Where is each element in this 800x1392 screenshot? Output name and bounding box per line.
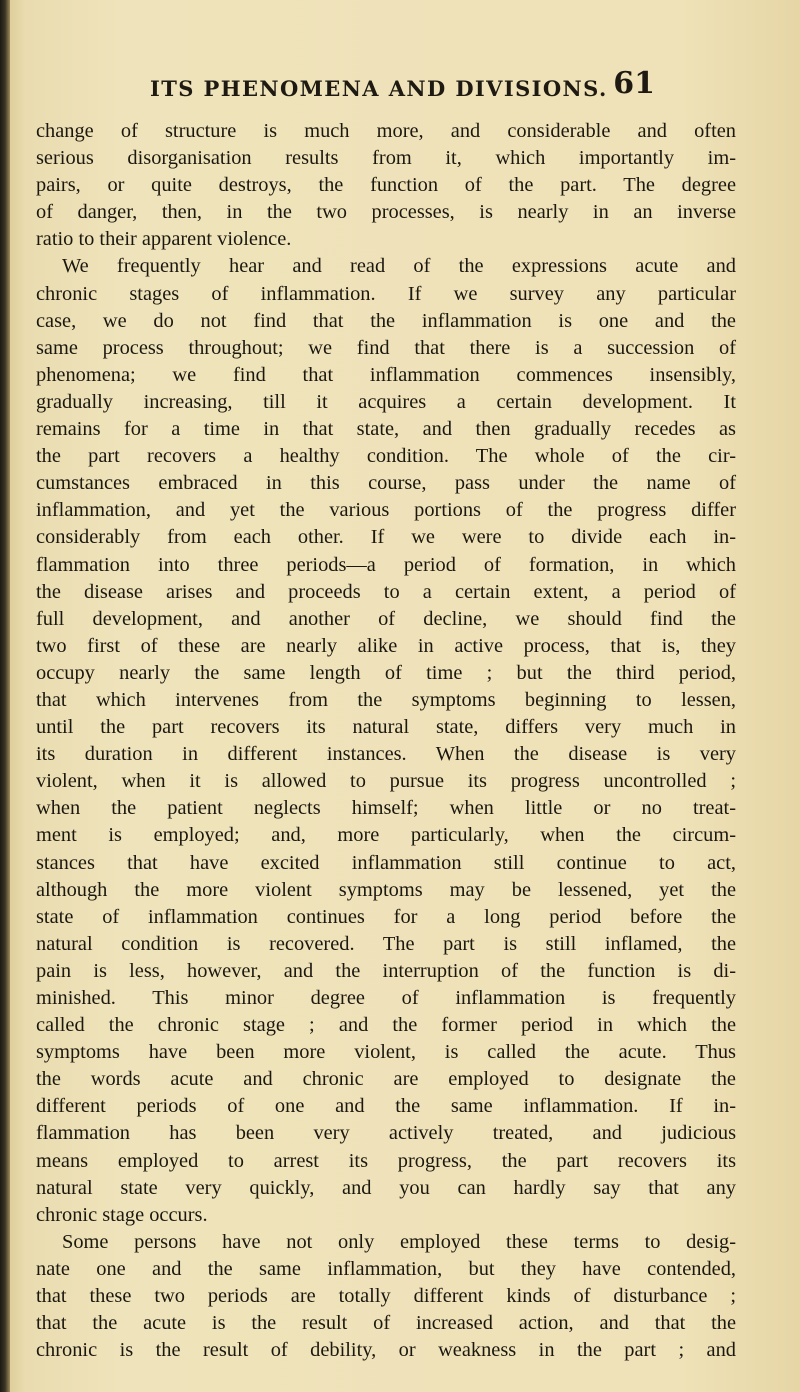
text-line: until the part recovers its natural state, differs very much in: [36, 716, 736, 739]
text-line: change of structure is much more, and considerable and often: [36, 120, 736, 142]
text-line: considerably from each other. If we were to divide each in-: [36, 526, 736, 549]
text-line: minished. This minor degree of inflammation is frequently: [36, 987, 736, 1009]
text-line: full development, and another of decline, we should find the: [36, 607, 736, 630]
text-line: chronic stage occurs.: [36, 1203, 208, 1226]
text-line: We frequently hear and read of the expressions acute and: [62, 255, 736, 278]
text-line: inflammation, and yet the various portions of the progress differ: [36, 499, 736, 522]
text-line: that the acute is the result of increased action, and that the: [36, 1312, 736, 1335]
text-line: its duration in different instances. When the disease is very: [36, 743, 736, 766]
text-line: means employed to arrest its progress, the part recovers its: [36, 1149, 736, 1172]
text-line: natural condition is recovered. The part is still inflamed, the: [36, 932, 736, 955]
text-line: that which intervenes from the symptoms beginning to lessen,: [36, 688, 736, 711]
text-line: the part recovers a healthy condition. The whole of the cir-: [36, 445, 736, 468]
text-line: nate one and the same inflammation, but they have contended,: [36, 1257, 736, 1280]
text-line: two first of these are nearly alike in active process, that is, they: [36, 634, 736, 657]
text-line: state of inflammation continues for a long period before the: [36, 905, 736, 928]
text-line: ment is employed; and, more particularly, when the circum-: [36, 824, 736, 847]
text-line: phenomena; we find that inflammation commences insensibly,: [36, 363, 736, 386]
text-line: natural state very quickly, and you can hardly say that any: [36, 1176, 736, 1199]
text-line: occupy nearly the same length of time ; but the third period,: [36, 661, 736, 684]
text-line: symptoms have been more violent, is called the acute. Thus: [36, 1041, 736, 1064]
page-binding-edge: [0, 0, 10, 1392]
text-line: same process throughout; we find that there is a succession of: [36, 336, 736, 359]
text-line: called the chronic stage ; and the former period in which the: [36, 1014, 736, 1037]
text-line: remains for a time in that state, and then gradually recedes as: [36, 418, 736, 441]
text-line: cumstances embraced in this course, pass under the name of: [36, 472, 736, 495]
text-line: Some persons have not only employed these terms to desig-: [62, 1230, 736, 1253]
text-line: serious disorganisation results from it, which importantly im-: [36, 147, 736, 170]
running-title: ITS PHENOMENA AND DIVISIONS.: [150, 76, 608, 101]
page-number: 61: [613, 66, 655, 101]
text-line: pain is less, however, and the interruption of the function is di-: [36, 959, 736, 982]
text-line: ratio to their apparent violence.: [36, 228, 292, 251]
text-line: flammation into three periods—a period of formation, in which: [36, 553, 736, 576]
text-line: stances that have excited inflammation still continue to act,: [36, 851, 736, 874]
text-line: chronic is the result of debility, or weakness in the part ; and: [36, 1339, 736, 1362]
text-line: chronic stages of inflammation. If we survey any particular: [36, 282, 736, 305]
text-line: flammation has been very actively treated, and judicious: [36, 1122, 736, 1145]
text-line: although the more violent symptoms may be lessened, yet the: [36, 878, 736, 901]
text-line: when the patient neglects himself; when little or no treat-: [36, 797, 736, 820]
text-line: that these two periods are totally different kinds of disturbance ;: [36, 1285, 736, 1308]
text-line: gradually increasing, till it acquires a certain development. It: [36, 390, 736, 413]
text-line: pairs, or quite destroys, the function of the part. The degree: [36, 174, 736, 197]
text-line: violent, when it is allowed to pursue its progress uncontrolled ;: [36, 770, 736, 793]
text-line: of danger, then, in the two processes, is nearly in an inverse: [36, 201, 736, 224]
page-header: [150, 64, 655, 108]
text-line: the words acute and chronic are employed to designate the: [36, 1068, 736, 1091]
text-line: different periods of one and the same inflammation. If in-: [36, 1095, 736, 1118]
text-line: case, we do not find that the inflammation is one and the: [36, 309, 736, 332]
body-text: [36, 118, 736, 1364]
text-line: the disease arises and proceeds to a certain extent, a period of: [36, 580, 736, 603]
